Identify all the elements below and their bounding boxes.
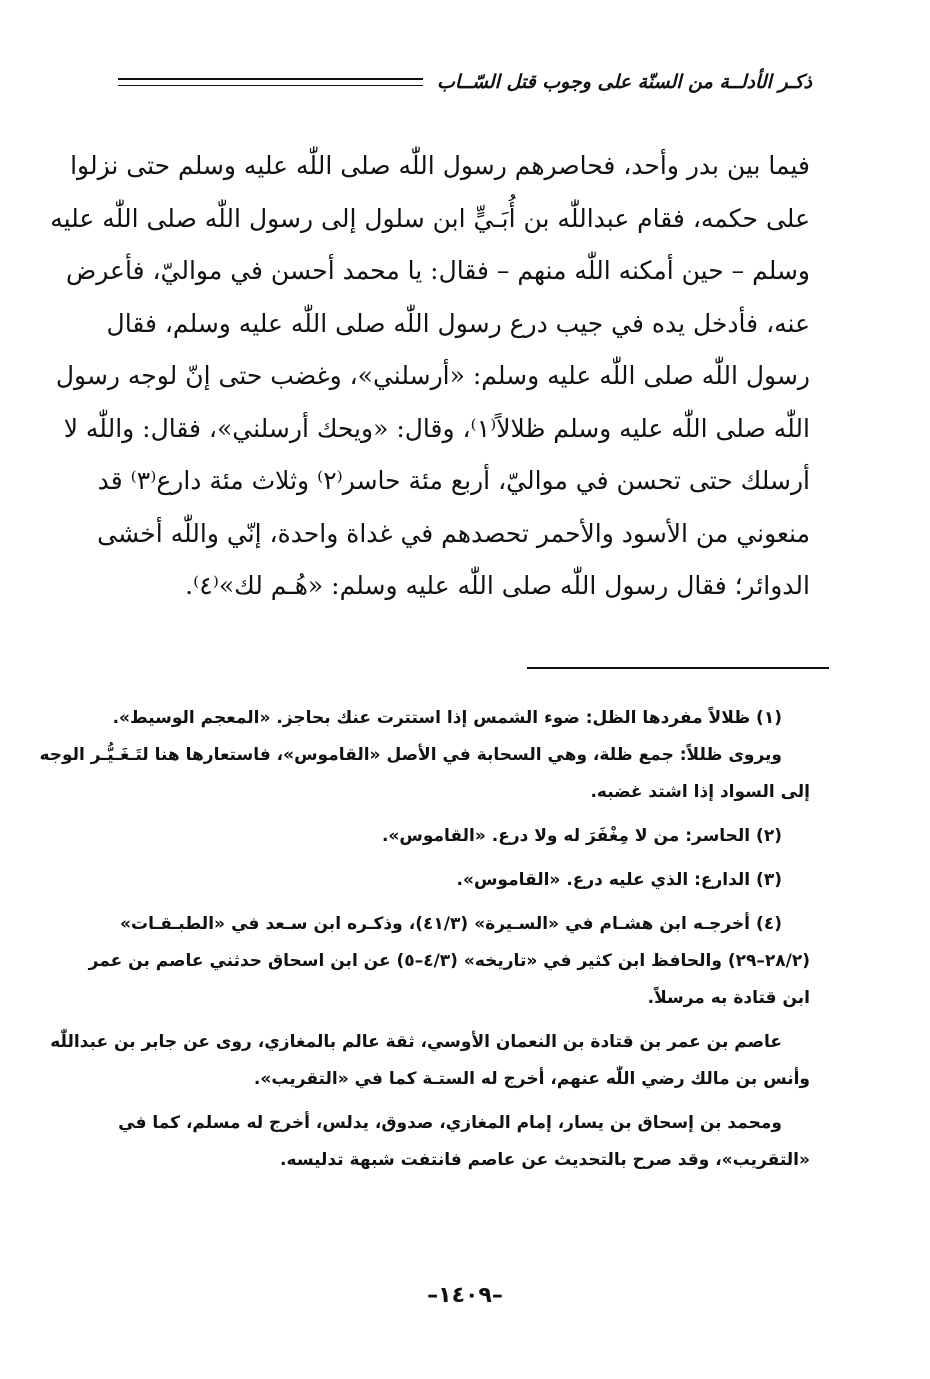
footnote-line: عاصم بن عمر بن قتادة بن النعمان الأوسي، ثقة عالم بالمغازي، روى عن جابر بن عبداللّٰه <box>50 1032 782 1052</box>
footnote-line: (٢٨/٢–٢٩) والحافظ ابن كثير في «تاريخه» (٤/٣–٥) عن ابن اسحاق حدثني عاصم بن عمر <box>88 951 810 971</box>
text-line: اللّٰه صلى اللّٰه عليه وسلم ظلالاً⁽١⁾، وقال: «ويحك أرسلني»، فقال: واللّٰه لا <box>63 413 810 443</box>
text-line: فيما بين بدر وأحد، فحاصرهم رسول اللّٰه صلى اللّٰه عليه وسلم حتى نزلوا <box>70 151 810 180</box>
footnote-line: (١) ظلالاً مفردها الظل: ضوء الشمس إذا استترت عنك بحاجز. «المعجم الوسيط». <box>112 708 782 728</box>
footnote-line: «التقريب»، وقد صرح بالتحديث عن عاصم فانتفت شبهة تدليسه. <box>280 1150 810 1170</box>
footnote-line: ومحمد بن إسحاق بن يسار، إمام المغازي، صدوق، يدلس، أخرج له مسلم، كما في <box>118 1113 782 1133</box>
footnote-1 <box>39 700 810 811</box>
header-rule <box>118 78 423 86</box>
footnote-line: (٢) الحاسر: من لا مِغْفَرَ له ولا درع. «القاموس». <box>381 826 782 846</box>
text-line: عنه، فأدخل يده في جيب درع رسول اللّٰه صلى اللّٰه عليه وسلم، فقال <box>106 308 810 338</box>
page-number: –١٤٠٩– <box>427 1283 503 1308</box>
running-header <box>118 64 812 100</box>
footnote-line: ويروى ظللاً: جمع ظلة، وهي السحابة في الأصل «القاموس»، فاستعارها هنا لتَـغَـيُّـر الوجه <box>39 745 782 765</box>
footnote-4 <box>88 906 810 1017</box>
main-text <box>50 140 810 613</box>
text-line: الدوائر؛ فقال رسول اللّٰه صلى اللّٰه عليه وسلم: «هُـم لك»⁽٤⁾. <box>185 571 810 600</box>
footnote-3 <box>120 862 810 899</box>
footnote-line: وأنس بن مالك رضي اللّٰه عنهم، أخرج له الستـة كما في «التقريب». <box>253 1069 810 1089</box>
footnote-note-ishaq <box>120 1105 810 1179</box>
header-title: ذكـر الأدلــة من السنّة على وجوب قتل السّــاب <box>437 71 812 93</box>
text-line: وسلم – حين أمكنه اللّٰه منهم – فقال: يا محمد أحسن في مواليّ، فأعرض <box>66 256 810 285</box>
text-line: أرسلك حتى تحسن في مواليّ، أربع مئة حاسر⁽٢⁾ وثلاث مئة دارع⁽٣⁾ قد <box>97 466 810 495</box>
footnote-line: (٤) أخرجـه ابن هشـام في «السـيرة» (٤١/٣)، وذكـره ابن سـعد في «الطبـقـات» <box>120 914 782 934</box>
text-line: على حكمه، فقام عبداللّٰه بن أُبَـيٍّ ابن سلول إلى رسول اللّٰه صلى اللّٰه عليه <box>50 203 810 233</box>
text-line: منعوني من الأسود والأحمر تحصدهم في غداة واحدة، إنّي واللّٰه أخشى <box>97 518 810 548</box>
footnote-separator <box>527 667 829 669</box>
footnote-note-asim <box>50 1024 810 1098</box>
footnote-line: إلى السواد إذا اشتد غضبه. <box>590 782 810 802</box>
text-line: رسول اللّٰه صلى اللّٰه عليه وسلم: «أرسلني»، وغضب حتى إنّ لوجه رسول <box>55 361 810 390</box>
footnote-2 <box>120 818 810 855</box>
footnote-line: (٣) الدارع: الذي عليه درع. «القاموس». <box>456 870 782 890</box>
footnote-line: ابن قتادة به مرسلاً. <box>647 988 810 1008</box>
footnotes <box>39 700 810 1186</box>
